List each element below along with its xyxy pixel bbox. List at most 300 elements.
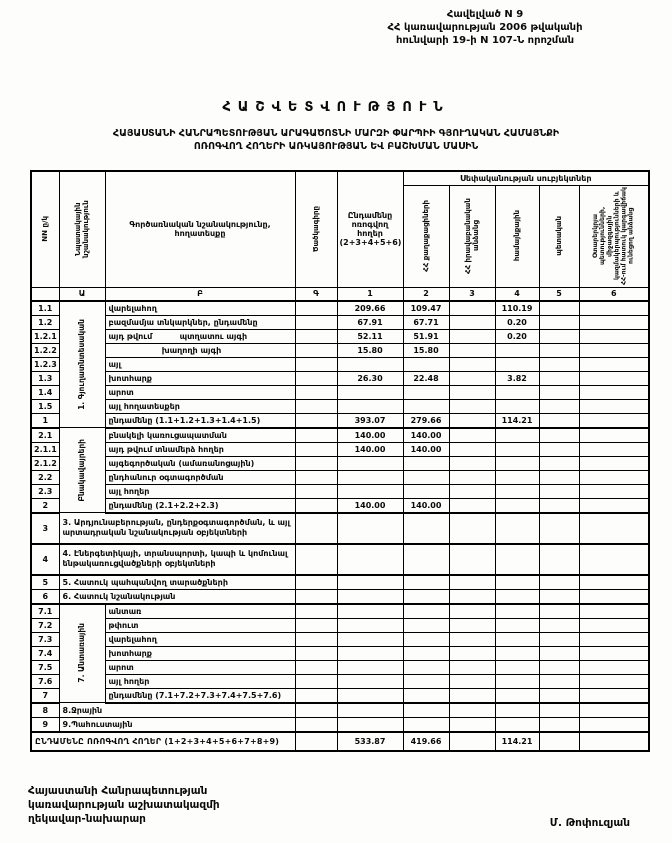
value-cell — [579, 544, 649, 575]
value-cell — [579, 688, 649, 703]
appendix-line1: Հավելված N 9 — [446, 9, 524, 20]
value-cell — [539, 732, 579, 751]
code-cell — [295, 732, 337, 751]
value-cell — [579, 301, 649, 316]
col-header-owner-community: համայնքային — [495, 185, 539, 287]
value-cell: 0.20 — [495, 315, 539, 329]
value-cell — [337, 575, 403, 590]
row-label: 5. Հատուկ պահպանվող տարածքների — [59, 575, 295, 590]
code-cell — [295, 442, 337, 456]
value-cell — [449, 315, 495, 329]
value-cell — [495, 660, 539, 674]
value-cell — [337, 604, 403, 619]
value-cell — [403, 589, 449, 604]
code-cell — [295, 688, 337, 703]
value-cell — [539, 688, 579, 703]
value-cell — [539, 357, 579, 371]
code-cell — [295, 301, 337, 316]
value-cell — [539, 618, 579, 632]
code-cell — [295, 717, 337, 732]
row-label: այդ թվում պտղատու այգի — [105, 329, 295, 343]
code-cell — [295, 329, 337, 343]
code-cell — [295, 343, 337, 357]
table-row — [31, 618, 649, 632]
value-cell — [495, 428, 539, 443]
value-cell — [403, 470, 449, 484]
appendix-note — [320, 8, 650, 47]
value-cell — [539, 456, 579, 470]
value-cell — [539, 660, 579, 674]
code-cell — [295, 428, 337, 443]
table-row — [31, 674, 649, 688]
row-number: 1.5 — [31, 399, 59, 413]
value-cell — [337, 589, 403, 604]
value-cell — [579, 732, 649, 751]
value-cell — [579, 498, 649, 513]
value-cell — [449, 618, 495, 632]
footer-line1: Հայաստանի Հանրապետության — [28, 785, 208, 797]
value-cell: 393.07 — [337, 413, 403, 428]
subtitle-line2: ՈՌՈԳՎՈՂ ՀՈՂԵՐԻ ԱՌԿԱՅՈՒԹՅԱՆ ԵՎ ԲԱՇԽՄԱՆ ՄԱՍԻՆ — [193, 140, 479, 152]
row-label: 8.Ջրային — [59, 703, 295, 718]
value-cell — [337, 470, 403, 484]
table-row — [31, 646, 649, 660]
row-number: 7.5 — [31, 660, 59, 674]
value-cell — [539, 513, 579, 544]
value-cell: 67.71 — [403, 315, 449, 329]
row-number: 4 — [31, 544, 59, 575]
value-cell — [449, 646, 495, 660]
value-cell — [495, 357, 539, 371]
value-cell — [449, 674, 495, 688]
value-cell — [337, 646, 403, 660]
value-cell — [449, 589, 495, 604]
code-cell — [295, 646, 337, 660]
value-cell: 15.80 — [403, 343, 449, 357]
value-cell: 52.11 — [337, 329, 403, 343]
value-cell: 140.00 — [403, 442, 449, 456]
section-label: 1. Գյուղատնտեսական — [59, 301, 105, 428]
value-cell — [579, 703, 649, 718]
row-number: 1.4 — [31, 385, 59, 399]
value-cell — [495, 604, 539, 619]
value-cell: 26.30 — [337, 371, 403, 385]
value-cell — [539, 470, 579, 484]
value-cell — [403, 674, 449, 688]
table-row — [31, 371, 649, 385]
value-cell — [579, 484, 649, 498]
value-cell — [449, 717, 495, 732]
table-row — [31, 688, 649, 703]
table-row — [31, 301, 649, 316]
table-row — [31, 315, 649, 329]
code-cell — [295, 575, 337, 590]
grand-total-label: ԸՆԴԱՄԵՆԸ ՈՌՈԳՎՈՂ ՀՈՂԵՐ (1+2+3+4+5+6+7+8+9) — [31, 732, 295, 751]
col-header-owner-legal-entities: ՀՀ իրավաբանական անձանց — [449, 185, 495, 287]
value-cell — [539, 343, 579, 357]
value-cell — [495, 470, 539, 484]
row-label: ընդամենը (7.1+7.2+7.3+7.4+7.5+7.6) — [105, 688, 295, 703]
row-label: այլ հողեր — [105, 674, 295, 688]
value-cell — [449, 484, 495, 498]
table-row — [31, 357, 649, 371]
value-cell — [337, 632, 403, 646]
value-cell — [449, 604, 495, 619]
col-header-owner-foreign: Օտարերկրյա պետությունների, միջազգային կազմակերպությունների և ՀՀ-ում հատուկ կարգավիճակ ունեցող անձանց — [579, 185, 649, 287]
row-number: 1.2.3 — [31, 357, 59, 371]
table-row — [31, 632, 649, 646]
value-cell — [579, 660, 649, 674]
value-cell — [449, 329, 495, 343]
value-cell: 15.80 — [337, 343, 403, 357]
value-cell — [403, 357, 449, 371]
code-cell — [295, 513, 337, 544]
value-cell — [403, 513, 449, 544]
value-cell — [495, 589, 539, 604]
value-cell — [403, 660, 449, 674]
value-cell: 140.00 — [403, 498, 449, 513]
table-row — [31, 544, 649, 575]
letter-row — [31, 287, 649, 301]
code-cell — [295, 589, 337, 604]
value-cell — [539, 413, 579, 428]
value-cell — [403, 544, 449, 575]
value-cell — [403, 456, 449, 470]
value-cell — [449, 660, 495, 674]
value-cell — [579, 371, 649, 385]
row-label: այգեգործական (ամառանոցային) — [105, 456, 295, 470]
row-number: 2.3 — [31, 484, 59, 498]
letter-cell: 3 — [449, 287, 495, 301]
value-cell — [449, 544, 495, 575]
value-cell — [539, 442, 579, 456]
code-cell — [295, 315, 337, 329]
value-cell — [403, 632, 449, 646]
letter-cell: 5 — [539, 287, 579, 301]
value-cell — [539, 674, 579, 688]
row-label: վարելահող — [105, 301, 295, 316]
value-cell — [449, 371, 495, 385]
row-number: 2.1.1 — [31, 442, 59, 456]
page-subtitle — [20, 128, 652, 154]
value-cell — [449, 732, 495, 751]
code-cell — [295, 674, 337, 688]
value-cell — [337, 385, 403, 399]
col-header-owner-citizens: ՀՀ քաղաքացիների — [403, 185, 449, 287]
value-cell — [403, 717, 449, 732]
grand-total-row — [31, 732, 649, 751]
col-header-owner-state: պետական — [539, 185, 579, 287]
value-cell — [495, 442, 539, 456]
value-cell — [337, 717, 403, 732]
value-cell — [495, 513, 539, 544]
value-cell — [495, 399, 539, 413]
value-cell — [449, 513, 495, 544]
value-cell — [579, 513, 649, 544]
row-number: 1.1 — [31, 301, 59, 316]
code-cell — [295, 544, 337, 575]
section-label: Բնակավայրերի — [59, 428, 105, 513]
footer-line2: կառավարության աշխատակազմի — [28, 798, 220, 811]
row-number: 9 — [31, 717, 59, 732]
value-cell — [337, 484, 403, 498]
value-cell — [495, 674, 539, 688]
value-cell — [449, 357, 495, 371]
value-cell: 67.91 — [337, 315, 403, 329]
value-cell: 109.47 — [403, 301, 449, 316]
row-number: 3 — [31, 513, 59, 544]
value-cell: 22.48 — [403, 371, 449, 385]
code-cell — [295, 371, 337, 385]
value-cell — [449, 413, 495, 428]
value-cell — [449, 470, 495, 484]
row-label: այլ հողեր — [105, 484, 295, 498]
value-cell — [539, 315, 579, 329]
value-cell — [539, 575, 579, 590]
table-row — [31, 575, 649, 590]
code-cell — [295, 456, 337, 470]
value-cell: 140.00 — [337, 498, 403, 513]
table-row — [31, 717, 649, 732]
value-cell — [495, 703, 539, 718]
row-number: 7.4 — [31, 646, 59, 660]
value-cell — [495, 456, 539, 470]
table-row — [31, 484, 649, 498]
col-header-code: Ծածկագիրը — [295, 171, 337, 287]
value-cell — [449, 498, 495, 513]
row-label: ընդամենը (1.1+1.2+1.3+1.4+1.5) — [105, 413, 295, 428]
value-cell — [539, 703, 579, 718]
value-cell — [337, 618, 403, 632]
row-number: 1 — [31, 413, 59, 428]
letter-cell: Բ — [105, 287, 295, 301]
signatory-title-block — [28, 785, 220, 827]
value-cell — [449, 456, 495, 470]
table-row — [31, 413, 649, 428]
code-cell — [295, 484, 337, 498]
row-label: բնակելի կառուցապատման — [105, 428, 295, 443]
value-cell — [579, 385, 649, 399]
value-cell: 279.66 — [403, 413, 449, 428]
value-cell — [449, 399, 495, 413]
table-row — [31, 456, 649, 470]
value-cell — [337, 703, 403, 718]
letter-cell: Ա — [59, 287, 105, 301]
row-label: 9.Պահուստային — [59, 717, 295, 732]
value-cell — [495, 618, 539, 632]
value-cell — [403, 618, 449, 632]
value-cell — [539, 604, 579, 619]
value-cell — [495, 688, 539, 703]
code-cell — [295, 660, 337, 674]
row-label: ընդհանուր օգտագործման — [105, 470, 295, 484]
value-cell — [579, 618, 649, 632]
row-number: 5 — [31, 575, 59, 590]
value-cell — [403, 385, 449, 399]
letter-cell: 6 — [579, 287, 649, 301]
letter-cell: 4 — [495, 287, 539, 301]
col-header-ownership-group: Սեփականության սուբյեկտներ — [403, 171, 649, 185]
col-header-functional: Գործառնական նշանակությունը, հողատեսքը — [105, 171, 295, 287]
value-cell — [579, 674, 649, 688]
value-cell — [579, 575, 649, 590]
value-cell — [403, 484, 449, 498]
value-cell: 533.87 — [337, 732, 403, 751]
value-cell — [579, 717, 649, 732]
row-number: 2.1.2 — [31, 456, 59, 470]
signature-name: Մ. Թոփուզյան — [549, 817, 630, 829]
row-number: 8 — [31, 703, 59, 718]
value-cell — [449, 632, 495, 646]
value-cell — [495, 385, 539, 399]
code-cell — [295, 632, 337, 646]
value-cell: 51.91 — [403, 329, 449, 343]
row-number: 7 — [31, 688, 59, 703]
row-number: 7.2 — [31, 618, 59, 632]
value-cell — [337, 513, 403, 544]
table-row — [31, 513, 649, 544]
value-cell — [579, 428, 649, 443]
value-cell — [539, 399, 579, 413]
row-number: 7.3 — [31, 632, 59, 646]
value-cell — [579, 589, 649, 604]
table-row — [31, 703, 649, 718]
value-cell — [539, 428, 579, 443]
subtitle-line1: ՀԱՅԱՍՏԱՆԻ ՀԱՆՐԱՊԵՏՈՒԹՅԱՆ ԱՐԱԳԱԾՈՏՆԻ ՄԱՐԶԻ ՓԱՐՊԻԻ ԳՅՈՒՂԱԿԱՆ ՀԱՄԱՅՆՔԻ — [112, 128, 560, 139]
value-cell — [579, 413, 649, 428]
value-cell — [539, 544, 579, 575]
value-cell — [495, 484, 539, 498]
value-cell — [579, 343, 649, 357]
code-cell — [295, 413, 337, 428]
table-row — [31, 589, 649, 604]
value-cell — [495, 632, 539, 646]
row-label: թփուտ — [105, 618, 295, 632]
row-label: արոտ — [105, 385, 295, 399]
col-header-total: Ընդամենը ոռոգվող հողեր (2+3+4+5+6) — [337, 171, 403, 287]
value-cell: 3.82 — [495, 371, 539, 385]
table-body — [31, 301, 649, 751]
row-number: 1.2.2 — [31, 343, 59, 357]
appendix-line3: հունվարի 19-ի N 107-Ն որոշման — [395, 35, 575, 46]
row-label: արոտ — [105, 660, 295, 674]
row-number: 6 — [31, 589, 59, 604]
table-row — [31, 470, 649, 484]
value-cell: 209.66 — [337, 301, 403, 316]
value-cell: 419.66 — [403, 732, 449, 751]
value-cell — [579, 604, 649, 619]
value-cell — [403, 399, 449, 413]
value-cell — [495, 575, 539, 590]
table-row — [31, 385, 649, 399]
value-cell — [337, 674, 403, 688]
value-cell — [403, 688, 449, 703]
row-label: խոտհարք — [105, 371, 295, 385]
code-cell — [295, 604, 337, 619]
table-row — [31, 399, 649, 413]
value-cell: 140.00 — [403, 428, 449, 443]
value-cell — [539, 632, 579, 646]
value-cell — [539, 646, 579, 660]
value-cell — [539, 329, 579, 343]
value-cell — [337, 357, 403, 371]
code-cell — [295, 357, 337, 371]
value-cell — [337, 688, 403, 703]
code-cell — [295, 498, 337, 513]
letter-cell: 1 — [337, 287, 403, 301]
row-number: 7.1 — [31, 604, 59, 619]
value-cell: 140.00 — [337, 442, 403, 456]
row-label: 3. Արդյունաբերության, ընդերքօգտագործման, և այլ արտադրական նշանակության օբյեկտների — [59, 513, 295, 544]
value-cell — [539, 498, 579, 513]
letter-cell: 2 — [403, 287, 449, 301]
value-cell: 0.20 — [495, 329, 539, 343]
row-number: 7.6 — [31, 674, 59, 688]
code-cell — [295, 618, 337, 632]
value-cell — [579, 315, 649, 329]
value-cell — [449, 575, 495, 590]
code-cell — [295, 470, 337, 484]
code-cell — [295, 703, 337, 718]
value-cell: 110.19 — [495, 301, 539, 316]
row-number: 2.2 — [31, 470, 59, 484]
value-cell: 140.00 — [337, 428, 403, 443]
row-number: 2 — [31, 498, 59, 513]
row-label: ընդամենը (2.1+2.2+2.3) — [105, 498, 295, 513]
value-cell — [449, 428, 495, 443]
value-cell — [403, 646, 449, 660]
value-cell — [337, 544, 403, 575]
value-cell — [495, 544, 539, 575]
row-label: այդ թվում տնամերձ հողեր — [105, 442, 295, 456]
value-cell — [539, 484, 579, 498]
value-cell — [495, 498, 539, 513]
table-row — [31, 442, 649, 456]
row-label: բազմամյա տնկարկներ, ընդամենը — [105, 315, 295, 329]
value-cell — [579, 442, 649, 456]
value-cell — [449, 442, 495, 456]
letter-cell — [31, 287, 59, 301]
table-row — [31, 604, 649, 619]
row-number: 1.2 — [31, 315, 59, 329]
row-label: 4. Էներգետիկայի, տրանսպորտի, կապի և կոմունալ ենթակառուցվածքների օբյեկտների — [59, 544, 295, 575]
page-title: ՀԱՇՎԵՏՎՈՒԹՅՈՒՆ — [222, 100, 450, 115]
value-cell — [579, 399, 649, 413]
value-cell — [403, 703, 449, 718]
row-number: 1.2.1 — [31, 329, 59, 343]
value-cell — [579, 329, 649, 343]
value-cell — [337, 660, 403, 674]
value-cell — [337, 456, 403, 470]
value-cell — [579, 357, 649, 371]
value-cell — [579, 456, 649, 470]
table-row — [31, 498, 649, 513]
row-label: անտառ — [105, 604, 295, 619]
row-number: 1.3 — [31, 371, 59, 385]
value-cell: 114.21 — [495, 413, 539, 428]
appendix-line2: ՀՀ կառավարության 2006 թվականի — [387, 22, 583, 33]
table-row — [31, 428, 649, 443]
value-cell — [495, 646, 539, 660]
row-label: 6. Հատուկ նշանակության — [59, 589, 295, 604]
value-cell: 114.21 — [495, 732, 539, 751]
value-cell — [495, 343, 539, 357]
value-cell — [539, 717, 579, 732]
value-cell — [539, 301, 579, 316]
value-cell — [539, 385, 579, 399]
value-cell — [579, 632, 649, 646]
footer-line3: ղեկավար-նախարար — [28, 812, 146, 825]
